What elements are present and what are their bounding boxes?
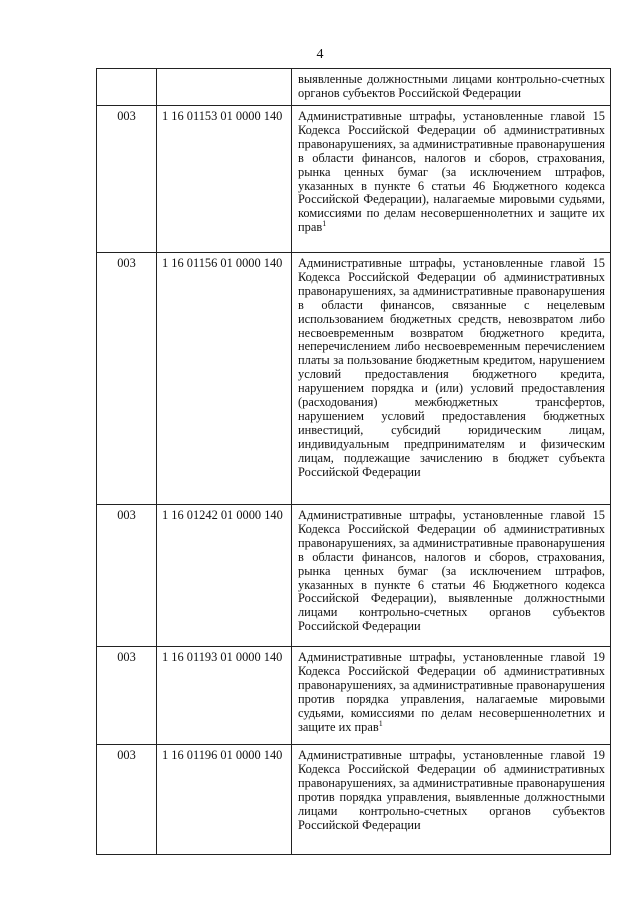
page-number: 4 (316, 47, 324, 62)
budget-code-cell: 1 16 01242 01 0000 140 (157, 505, 292, 647)
table-row (97, 106, 611, 253)
revenue-name-cell: выявленные должностными лицами контрольно-счетных органов субъектов Российской Федерации (292, 69, 611, 106)
revenue-name-cell: Административные штрафы, установленные главой 15 Кодекса Российской Федерации об административных правонарушениях, за административные правонарушения в области финансов, связанные с нецелевым использованием бюджетных средств, невозвратом либо несвоевременным возвратом бюджетного кредита, неперечислением либо несвоевременным перечислением платы за пользование бюджетным кредитом, нарушением условий предоставления бюджетного кредита, нарушением порядка и (или) условий предоставления (расходования) межбюджетных трансфертов, нарушением условий предоставления бюджетных инвестиций, субсидий юридическим лицам, индивидуальным предпринимателям и физическим лицам, подлежащие зачислению в бюджет субъекта Российской Федерации (292, 253, 611, 505)
budget-code-cell: 1 16 01196 01 0000 140 (157, 745, 292, 855)
budget-code-cell: 1 16 01153 01 0000 140 (157, 106, 292, 253)
revenue-name-cell: Административные штрафы, установленные главой 19 Кодекса Российской Федерации об административных правонарушениях, за административные правонарушения против порядка управления, выявленные должностными лицами контрольно-счетных органов субъектов Российской Федерации (292, 745, 611, 855)
table-row (97, 505, 611, 647)
budget-classification-table (96, 68, 611, 855)
admin-code-cell: 003 (97, 647, 157, 745)
admin-code-cell: 003 (97, 253, 157, 505)
admin-code-cell: 003 (97, 745, 157, 855)
admin-code-cell: 003 (97, 505, 157, 647)
table-row (97, 745, 611, 855)
table-row (97, 647, 611, 745)
revenue-name-cell: Административные штрафы, установленные главой 15 Кодекса Российской Федерации об административных правонарушениях, за административные правонарушения в области финансов, налогов и сборов, страхования, рынка ценных бумаг (за исключением штрафов, указанных в пункте 6 статьи 46 Бюджетного кодекса Российской Федерации), выявленные должностными лицами контрольно-счетных органов субъектов Российской Федерации (292, 505, 611, 647)
table-row (97, 69, 611, 106)
budget-code-cell: 1 16 01156 01 0000 140 (157, 253, 292, 505)
admin-code-cell (97, 69, 157, 106)
budget-code-cell: 1 16 01193 01 0000 140 (157, 647, 292, 745)
table-row (97, 253, 611, 505)
budget-code-cell (157, 69, 292, 106)
admin-code-cell: 003 (97, 106, 157, 253)
footnote-marker: 1 (378, 718, 383, 728)
revenue-name-cell: Административные штрафы, установленные главой 15 Кодекса Российской Федерации об административных правонарушениях, за административные правонарушения в области финансов, налогов и сборов, страхования, рынка ценных бумаг (за исключением штрафов, указанных в пункте 6 статьи 46 Бюджетного кодекса Российской Федерации), налагаемые мировыми судьями, комиссиями по делам несовершеннолетних и защите их прав$^1$ (292, 106, 611, 253)
footnote-marker: 1 (322, 219, 327, 229)
revenue-name-cell: Административные штрафы, установленные главой 19 Кодекса Российской Федерации об административных правонарушениях, за административные правонарушения против порядка управления, налагаемые мировыми судьями, комиссиями по делам несовершеннолетних и защите их прав$^1$ (292, 647, 611, 745)
